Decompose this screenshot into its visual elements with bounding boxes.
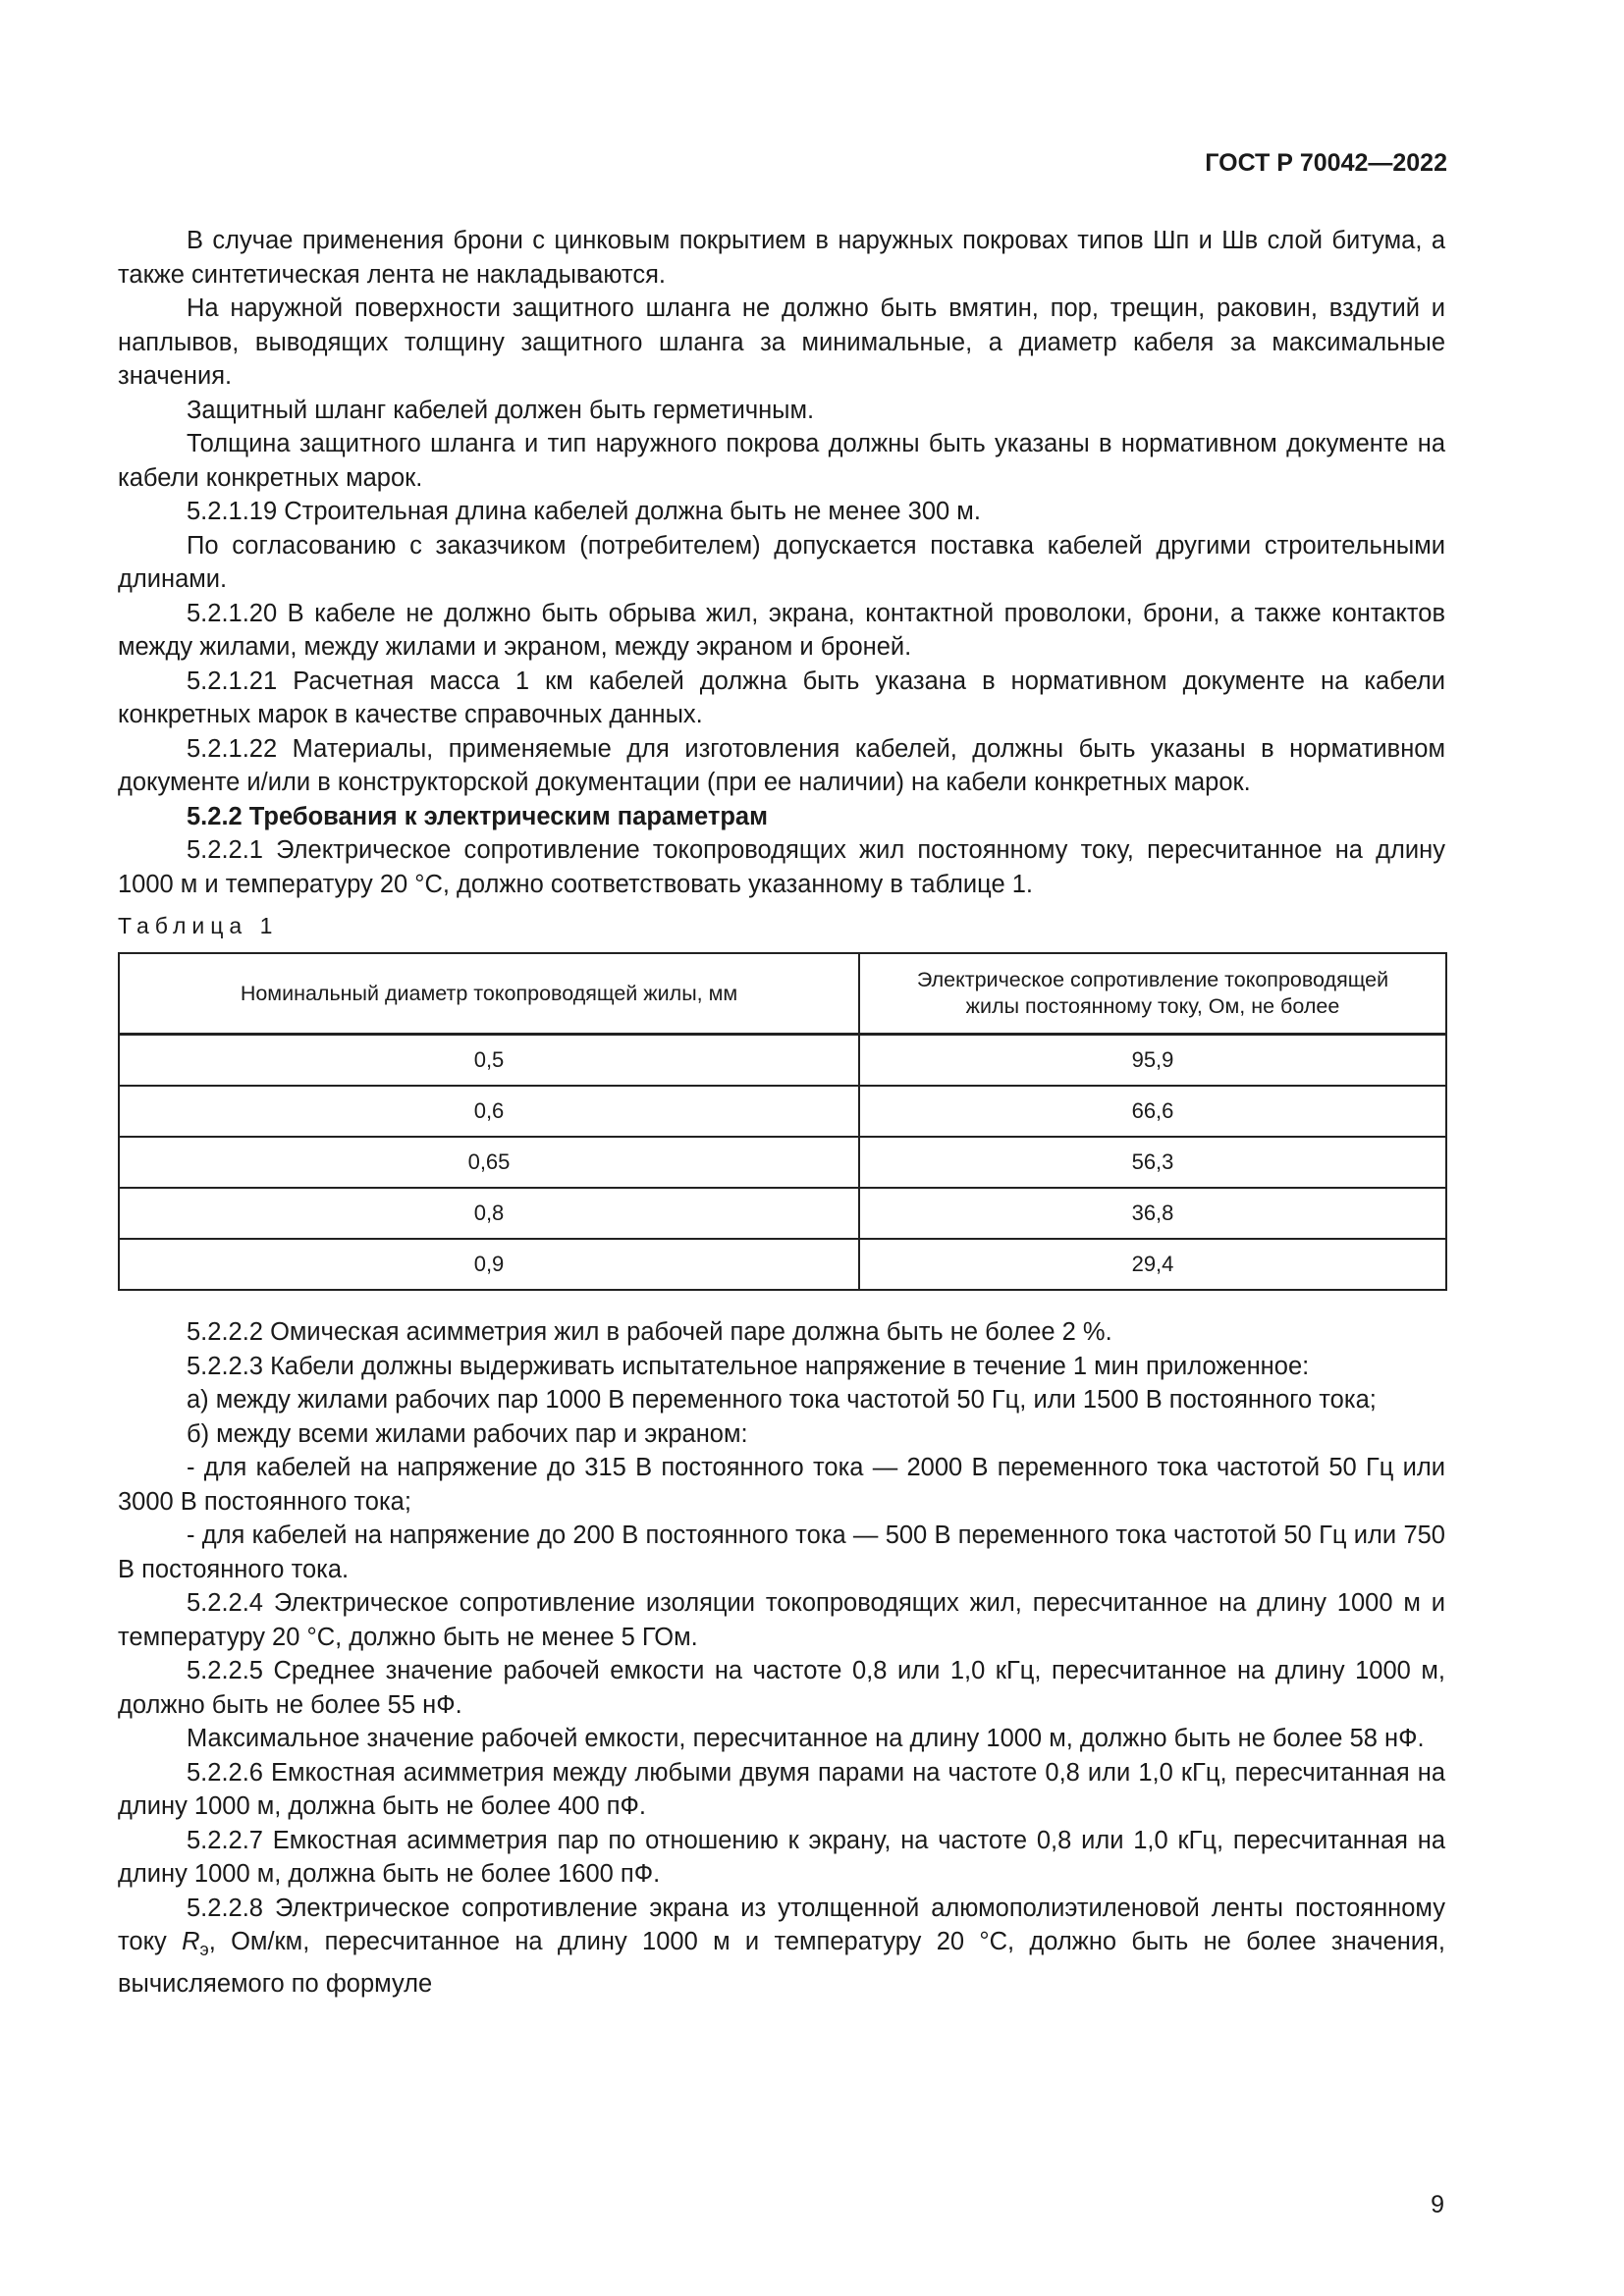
- table-row: [119, 1035, 1446, 1087]
- list-item: - для кабелей на напряжение до 200 В постоянного тока — 500 В переменного тока частотой 50 Гц или 750 В постоянного тока.: [118, 1522, 1445, 1583]
- table-row: [119, 1137, 1446, 1188]
- resistance-table: [118, 952, 1447, 1291]
- body-text-bottom: [118, 1315, 1445, 2001]
- paragraph: 5.2.2.2 Омическая асимметрия жил в рабочей паре должна быть не более 2 %.: [187, 1318, 1112, 1346]
- paragraph: 5.2.1.22 Материалы, применяемые для изготовления кабелей, должны быть указаны в нормативном документе и/или в конструкторской документации (при ее наличии) на кабели конкретных марок.: [118, 734, 1445, 796]
- body-text-top: [118, 224, 1445, 901]
- paragraph: 5.2.2.5 Среднее значение рабочей емкости на частоте 0,8 или 1,0 кГц, пересчитанное на длину 1000 м, должно быть не более 55 нФ.: [118, 1657, 1445, 1719]
- paragraph-text-end: , Ом/км, пересчитанное на длину 1000 м и температуру 20 °С, должно быть не более значения, вычисляемого по формуле: [118, 1928, 1445, 1998]
- page-number: 9: [1431, 2191, 1444, 2218]
- list-item: б) между всеми жилами рабочих пар и экраном:: [187, 1419, 748, 1448]
- paragraph-shield-resistance: [118, 1892, 1445, 2002]
- document-header: ГОСТ Р 70042—2022: [1205, 149, 1447, 177]
- paragraph: По согласованию с заказчиком (потребителем) допускается поставка кабелей другими строительными длинами.: [118, 531, 1445, 593]
- cell-resistance: 56,3: [859, 1137, 1446, 1188]
- paragraph: 5.2.2.6 Емкостная асимметрия между любыми двумя парами на частоте 0,8 или 1,0 кГц, пересчитанная на длину 1000 м, должна быть не более 400 пФ.: [118, 1758, 1445, 1820]
- table-caption: Таблица 1: [118, 913, 279, 938]
- paragraph: Толщина защитного шланга и тип наружного покрова должны быть указаны в нормативном документе на кабели конкретных марок.: [118, 430, 1445, 492]
- cell-resistance: 36,8: [859, 1188, 1446, 1239]
- paragraph: Защитный шланг кабелей должен быть герметичным.: [187, 396, 815, 424]
- cell-resistance: 95,9: [859, 1035, 1446, 1087]
- paragraph: В случае применения брони с цинковым покрытием в наружных покровах типов Шп и Шв слой битума, а также синтетическая лента не накладываются.: [118, 227, 1445, 289]
- cell-diameter: 0,8: [119, 1188, 859, 1239]
- symbol-subscript: э: [199, 1940, 209, 1960]
- paragraph: 5.2.2.1 Электрическое сопротивление токопроводящих жил постоянному току, пересчитанное на длину 1000 м и температуру 20 °С, должно соответствовать указанному в таблице 1.: [118, 836, 1445, 898]
- table-header-row: [119, 953, 1446, 1035]
- symbol-r: R: [182, 1928, 200, 1955]
- cell-resistance: 66,6: [859, 1086, 1446, 1137]
- paragraph: 5.2.2.3 Кабели должны выдерживать испытательное напряжение в течение 1 мин приложенное:: [187, 1352, 1310, 1380]
- list-item: а) между жилами рабочих пар 1000 В переменного тока частотой 50 Гц, или 1500 В постоянного тока;: [187, 1386, 1377, 1414]
- cell-diameter: 0,9: [119, 1239, 859, 1290]
- header-diameter: Номинальный диаметр токопроводящей жилы, мм: [119, 953, 859, 1035]
- paragraph-text-start: 5.2.2.8 Электрическое сопротивление экрана из утолщенной алюмополиэтиленовой ленты постоянному току: [118, 1894, 1445, 1955]
- table-row: [119, 1188, 1446, 1239]
- cell-diameter: 0,65: [119, 1137, 859, 1188]
- paragraph: На наружной поверхности защитного шланга не должно быть вмятин, пор, трещин, раковин, вздутий и наплывов, выводящих толщину защитного шланга за минимальные, а диаметр кабеля за максимальные значения.: [118, 294, 1445, 390]
- paragraph: 5.2.1.20 В кабеле не должно быть обрыва жил, экрана, контактной проволоки, брони, а также контактов между жилами, между жилами и экраном, между экраном и броней.: [118, 599, 1445, 661]
- paragraph: 5.2.2.4 Электрическое сопротивление изоляции токопроводящих жил, пересчитанное на длину 1000 м и температуру 20 °С, должно быть не менее 5 ГОм.: [118, 1589, 1445, 1651]
- table-row: [119, 1086, 1446, 1137]
- paragraph: 5.2.1.21 Расчетная масса 1 км кабелей должна быть указана в нормативном документе на кабели конкретных марок в качестве справочных данных.: [118, 667, 1445, 728]
- cell-diameter: 0,6: [119, 1086, 859, 1137]
- section-heading: 5.2.2 Требования к электрическим параметрам: [187, 802, 768, 830]
- cell-resistance: 29,4: [859, 1239, 1446, 1290]
- table-row: [119, 1239, 1446, 1290]
- header-resistance: Электрическое сопротивление токопроводящей жилы постоянному току, Ом, не более: [859, 953, 1446, 1035]
- cell-diameter: 0,5: [119, 1035, 859, 1087]
- paragraph: 5.2.1.19 Строительная длина кабелей должна быть не менее 300 м.: [187, 498, 981, 525]
- list-item: - для кабелей на напряжение до 315 В постоянного тока — 2000 В переменного тока частотой 50 Гц или 3000 В постоянного тока;: [118, 1454, 1445, 1516]
- paragraph: 5.2.2.7 Емкостная асимметрия пар по отношению к экрану, на частоте 0,8 или 1,0 кГц, пересчитанная на длину 1000 м, должна быть не более 1600 пФ.: [118, 1826, 1445, 1888]
- paragraph: Максимальное значение рабочей емкости, пересчитанное на длину 1000 м, должно быть не более 58 нФ.: [187, 1725, 1425, 1752]
